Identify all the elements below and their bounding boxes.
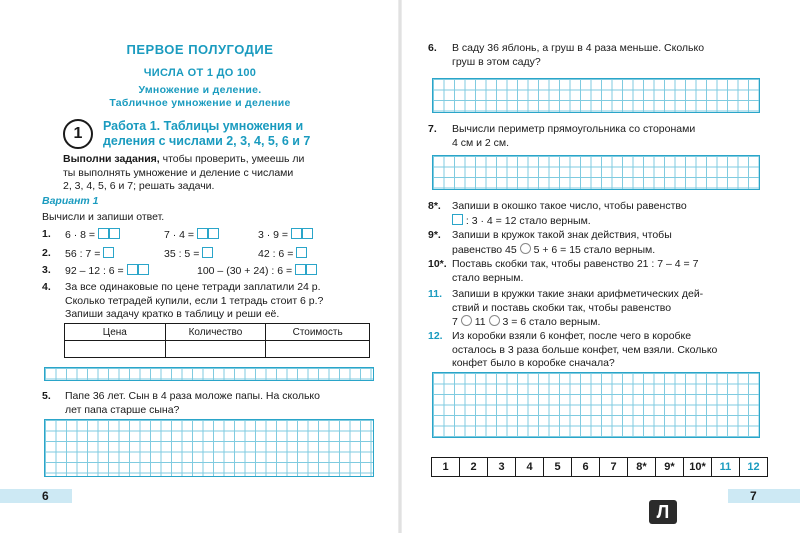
tally-cell[interactable]: 8* xyxy=(628,458,656,476)
task12-number: 12. xyxy=(428,330,443,342)
task3-a-text: 92 – 12 : 6 = xyxy=(65,265,124,277)
task1-b-text: 7 · 4 = xyxy=(164,229,195,241)
task12-line2: осталось в 3 раза больше конфет, чем взяли. Сколько xyxy=(452,343,718,356)
answer-box[interactable] xyxy=(291,228,302,239)
task1-a xyxy=(65,228,120,243)
publisher-logo: Л xyxy=(649,500,677,524)
task2-b xyxy=(164,247,213,262)
tally-cell[interactable]: 4 xyxy=(516,458,544,476)
task6-line2: груш в этом саду? xyxy=(452,55,541,68)
task10-text xyxy=(452,258,772,285)
table-header-price: Цена xyxy=(65,324,166,341)
task2-b-text: 35 : 5 = xyxy=(164,248,200,260)
tally-cell[interactable]: 7 xyxy=(600,458,628,476)
task4-number: 4. xyxy=(42,281,51,293)
answer-grid-task4[interactable] xyxy=(44,367,374,381)
task5-number: 5. xyxy=(42,390,51,402)
tally-cell[interactable]: 11 xyxy=(712,458,740,476)
topic-title: ЧИСЛА ОТ 1 ДО 100 xyxy=(143,67,257,79)
task9-line1: Запиши в кружок такой знак действия, чтобы xyxy=(452,229,672,241)
task8-text xyxy=(452,200,772,228)
answer-box[interactable] xyxy=(306,264,317,275)
task6-line1: В саду 36 яблонь, а груш в 4 раза меньше. Сколько xyxy=(452,42,705,54)
task8-line2: : 3 · 4 = 12 стало верным. xyxy=(463,214,591,227)
tally-cell[interactable]: 1 xyxy=(432,458,460,476)
task3-b xyxy=(197,264,317,279)
task4-line1: За все одинаковые по цене тетради заплатили 24 р. xyxy=(65,281,321,293)
task4-text xyxy=(65,281,385,322)
task11-line3-a: 7 xyxy=(452,316,458,328)
score-tally-row xyxy=(431,457,768,477)
task7-line1: Вычисли периметр прямоугольника со сторонами xyxy=(452,123,696,135)
task4-line2: Сколько тетрадей купили, если 1 тетрадь стоит 6 р.? xyxy=(65,294,324,307)
answer-grid-task5[interactable] xyxy=(44,419,374,477)
footer-bar-right xyxy=(728,489,800,503)
task1-c-text: 3 · 9 = xyxy=(258,229,289,241)
task10-line1: Поставь скобки так, чтобы равенство 21 : 7 – 4 = 7 xyxy=(452,258,699,270)
task2-c xyxy=(258,247,307,262)
tally-cell[interactable]: 5 xyxy=(544,458,572,476)
answer-box[interactable] xyxy=(138,264,149,275)
task6-number: 6. xyxy=(428,42,437,54)
subtopic-2: Табличное умножение и деление xyxy=(109,97,291,109)
answer-circle[interactable] xyxy=(461,315,472,326)
answer-box[interactable] xyxy=(109,228,120,239)
task10-line2: стало верным. xyxy=(452,271,524,284)
answer-circle[interactable] xyxy=(520,243,531,254)
task11-line2: ствий и поставь скобки так, чтобы равенство xyxy=(452,301,672,314)
answer-box[interactable] xyxy=(98,228,109,239)
table-header-quantity: Количество xyxy=(165,324,266,341)
tally-cell[interactable]: 6 xyxy=(572,458,600,476)
tally-cell[interactable]: 12 xyxy=(747,461,760,473)
answer-box[interactable] xyxy=(452,214,463,225)
task11-text xyxy=(452,288,772,330)
table-cell-quantity[interactable] xyxy=(165,341,266,358)
section-title: ПЕРВОЕ ПОЛУГОДИЕ xyxy=(126,42,274,57)
instruction-line2: ты выполнять умножение и деление с числами xyxy=(63,166,294,179)
task2-c-text: 42 : 6 = xyxy=(258,248,294,260)
task12-line1: Из коробки взяли 6 конфет, после чего в коробке xyxy=(452,330,692,342)
task3-a xyxy=(65,264,149,279)
table-header-cost: Стоимость xyxy=(266,324,370,341)
task12-line3: конфет было в коробке сначала? xyxy=(452,357,615,369)
page-number-left: 6 xyxy=(42,489,49,503)
compute-prompt: Вычисли и запиши ответ. xyxy=(42,211,165,223)
work-title-line1: Работа 1. Таблицы умножения и xyxy=(103,119,304,133)
page-number-right: 7 xyxy=(750,489,757,503)
task11-line1: Запиши в кружки такие знаки арифметических дей- xyxy=(452,288,704,300)
instruction-line3: 2, 3, 4, 5, 6 и 7; решать задачи. xyxy=(63,180,215,192)
instruction-line1: чтобы проверить, умеешь ли xyxy=(159,153,305,165)
work-number-badge: 1 xyxy=(63,119,93,149)
answer-grid-task6[interactable] xyxy=(432,78,760,113)
answer-box[interactable] xyxy=(296,247,307,258)
task9-number: 9*. xyxy=(428,229,441,241)
tally-cell[interactable]: 2 xyxy=(460,458,488,476)
task2-number: 2. xyxy=(42,247,51,259)
task11-line3-b: 11 xyxy=(474,316,486,328)
task11-line3-c: 3 = 6 стало верным. xyxy=(502,316,601,328)
answer-grid-task12[interactable] xyxy=(432,372,760,438)
answer-box[interactable] xyxy=(302,228,313,239)
task11-number: 11. xyxy=(428,288,443,300)
answer-grid-task7[interactable] xyxy=(432,155,760,190)
table-cell-price[interactable] xyxy=(65,341,166,358)
task7-line2: 4 см и 2 см. xyxy=(452,136,510,149)
tally-cell[interactable]: 9* xyxy=(656,458,684,476)
answer-circle[interactable] xyxy=(489,315,500,326)
task8-line1: Запиши в окошко такое число, чтобы равенство xyxy=(452,200,687,212)
task10-number: 10*. xyxy=(428,258,447,270)
task9-line2-b: 5 + 6 = 15 стало верным. xyxy=(533,243,656,256)
task3-number: 3. xyxy=(42,264,51,276)
answer-box[interactable] xyxy=(202,247,213,258)
task4-line3: Запиши задачу кратко в таблицу и реши её. xyxy=(65,308,280,320)
task2-a xyxy=(65,247,114,262)
task9-text xyxy=(452,229,772,257)
task6-text xyxy=(452,42,772,69)
task12-text xyxy=(452,330,772,371)
task5-line2: лет папа старше сына? xyxy=(65,403,180,416)
task2-a-text: 56 : 7 = xyxy=(65,248,101,260)
tally-cell[interactable]: 10* xyxy=(684,458,712,476)
answer-box[interactable] xyxy=(295,264,306,275)
instruction-bold: Выполни задания, xyxy=(63,153,160,165)
right-page xyxy=(400,0,800,533)
task9-line2-a: равенство 45 xyxy=(452,243,517,256)
task5-line1: Папе 36 лет. Сын в 4 раза моложе папы. На сколько xyxy=(65,390,320,402)
work-title-line2: деления с числами 2, 3, 4, 5, 6 и 7 xyxy=(103,134,311,148)
task5-text xyxy=(65,390,385,417)
instructions xyxy=(63,153,373,194)
footer-bar-left xyxy=(0,489,72,503)
answer-box[interactable] xyxy=(197,228,208,239)
task1-number: 1. xyxy=(42,228,51,240)
variant-label: Вариант 1 xyxy=(42,195,99,207)
problem-table xyxy=(64,323,370,358)
task8-number: 8*. xyxy=(428,200,441,212)
task1-a-text: 6 · 8 = xyxy=(65,229,96,241)
tally-cell[interactable]: 3 xyxy=(488,458,516,476)
answer-box[interactable] xyxy=(208,228,219,239)
work-title xyxy=(103,119,310,149)
task7-number: 7. xyxy=(428,123,437,135)
task3-b-text: 100 – (30 + 24) : 6 = xyxy=(197,265,293,277)
answer-box[interactable] xyxy=(127,264,138,275)
task1-c xyxy=(258,228,313,243)
task7-text xyxy=(452,123,772,150)
task1-b xyxy=(164,228,219,243)
answer-box[interactable] xyxy=(103,247,114,258)
table-cell-cost[interactable] xyxy=(266,341,370,358)
subtopic-1: Умножение и деление. xyxy=(138,84,262,96)
